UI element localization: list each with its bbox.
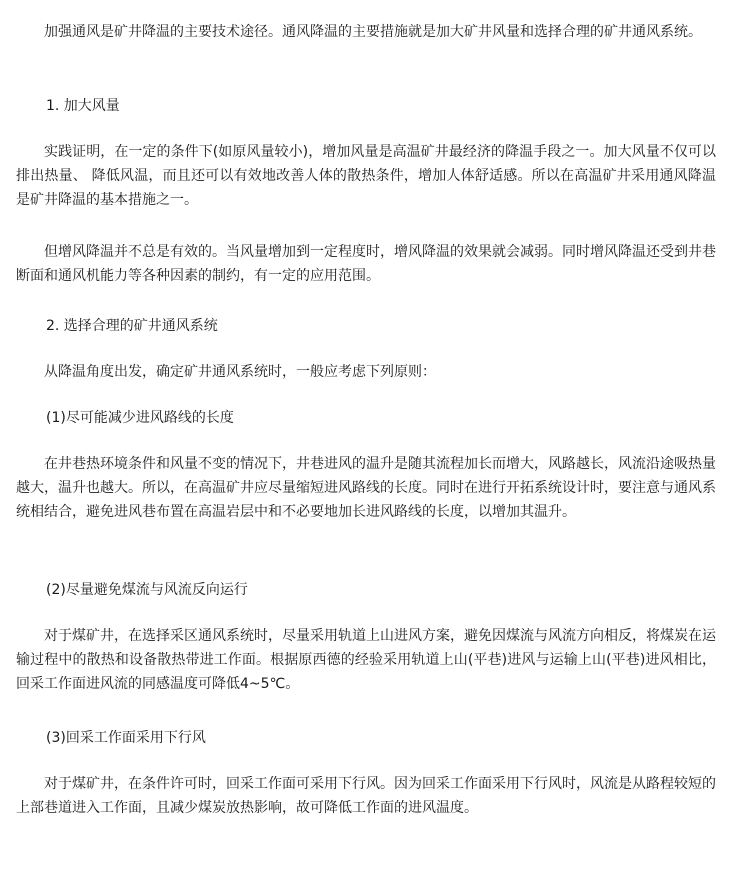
principle-3-paragraph: 对于煤矿井，在条件许可时，回采工作面可采用下行风。因为回采工作面采用下行风时，风流是从路程较短的上部巷道进入工作面，且减少煤炭放热影响，故可降低工作面的进风温度。 bbox=[16, 776, 716, 816]
principle-3-heading: (3)回采工作面采用下行风 bbox=[46, 730, 206, 746]
section-2-intro: 从降温角度出发，确定矿井通风系统时，一般应考虑下列原则： bbox=[44, 364, 436, 380]
intro-paragraph: 加强通风是矿井降温的主要技术途径。通风降温的主要措施就是加大矿井风量和选择合理的矿井通风系统。 bbox=[44, 24, 702, 40]
section-2-heading: 2. 选择合理的矿井通风系统 bbox=[46, 318, 218, 334]
principle-1-paragraph: 在井巷热环境条件和风量不变的情况下，井巷进风的温升是随其流程加长而增大，风路越长，风流沿途吸热量越大，温升也越大。所以，在高温矿井应尽量缩短进风路线的长度。同时在进行开拓系统设计时，要注意与通风系统相结合，避免进风巷布置在高温岩层中和不必要地加长进风路线的长度，以增加其温升。 bbox=[16, 456, 716, 520]
section-1-paragraph-2: 但增风降温并不总是有效的。当风量增加到一定程度时，增风降温的效果就会减弱。同时增风降温还受到井巷断面和通风机能力等各种因素的制约，有一定的应用范围。 bbox=[16, 244, 716, 284]
section-1-paragraph-1: 实践证明，在一定的条件下(如原风量较小)，增加风量是高温矿井最经济的降温手段之一。加大风量不仅可以排出热量、 降低风温，而且还可以有效地改善人体的散热条件，增加人体舒适感。所以在高温矿井采用通风降温是矿井降温的基本措施之一。 bbox=[16, 144, 716, 208]
principle-2-heading: (2)尽量避免煤流与风流反向运行 bbox=[46, 582, 248, 598]
principle-1-heading: (1)尽可能减少进风路线的长度 bbox=[46, 410, 234, 426]
section-1-heading: 1. 加大风量 bbox=[46, 98, 120, 114]
principle-2-paragraph: 对于煤矿井，在选择采区通风系统时，尽量采用轨道上山进风方案，避免因煤流与风流方向相反，将煤炭在运输过程中的散热和设备散热带进工作面。根据原西德的经验采用轨道上山(平巷)进风与运输上山(平巷)进风相比，回采工作面进风流的同感温度可降低4~5℃。 bbox=[16, 628, 716, 692]
